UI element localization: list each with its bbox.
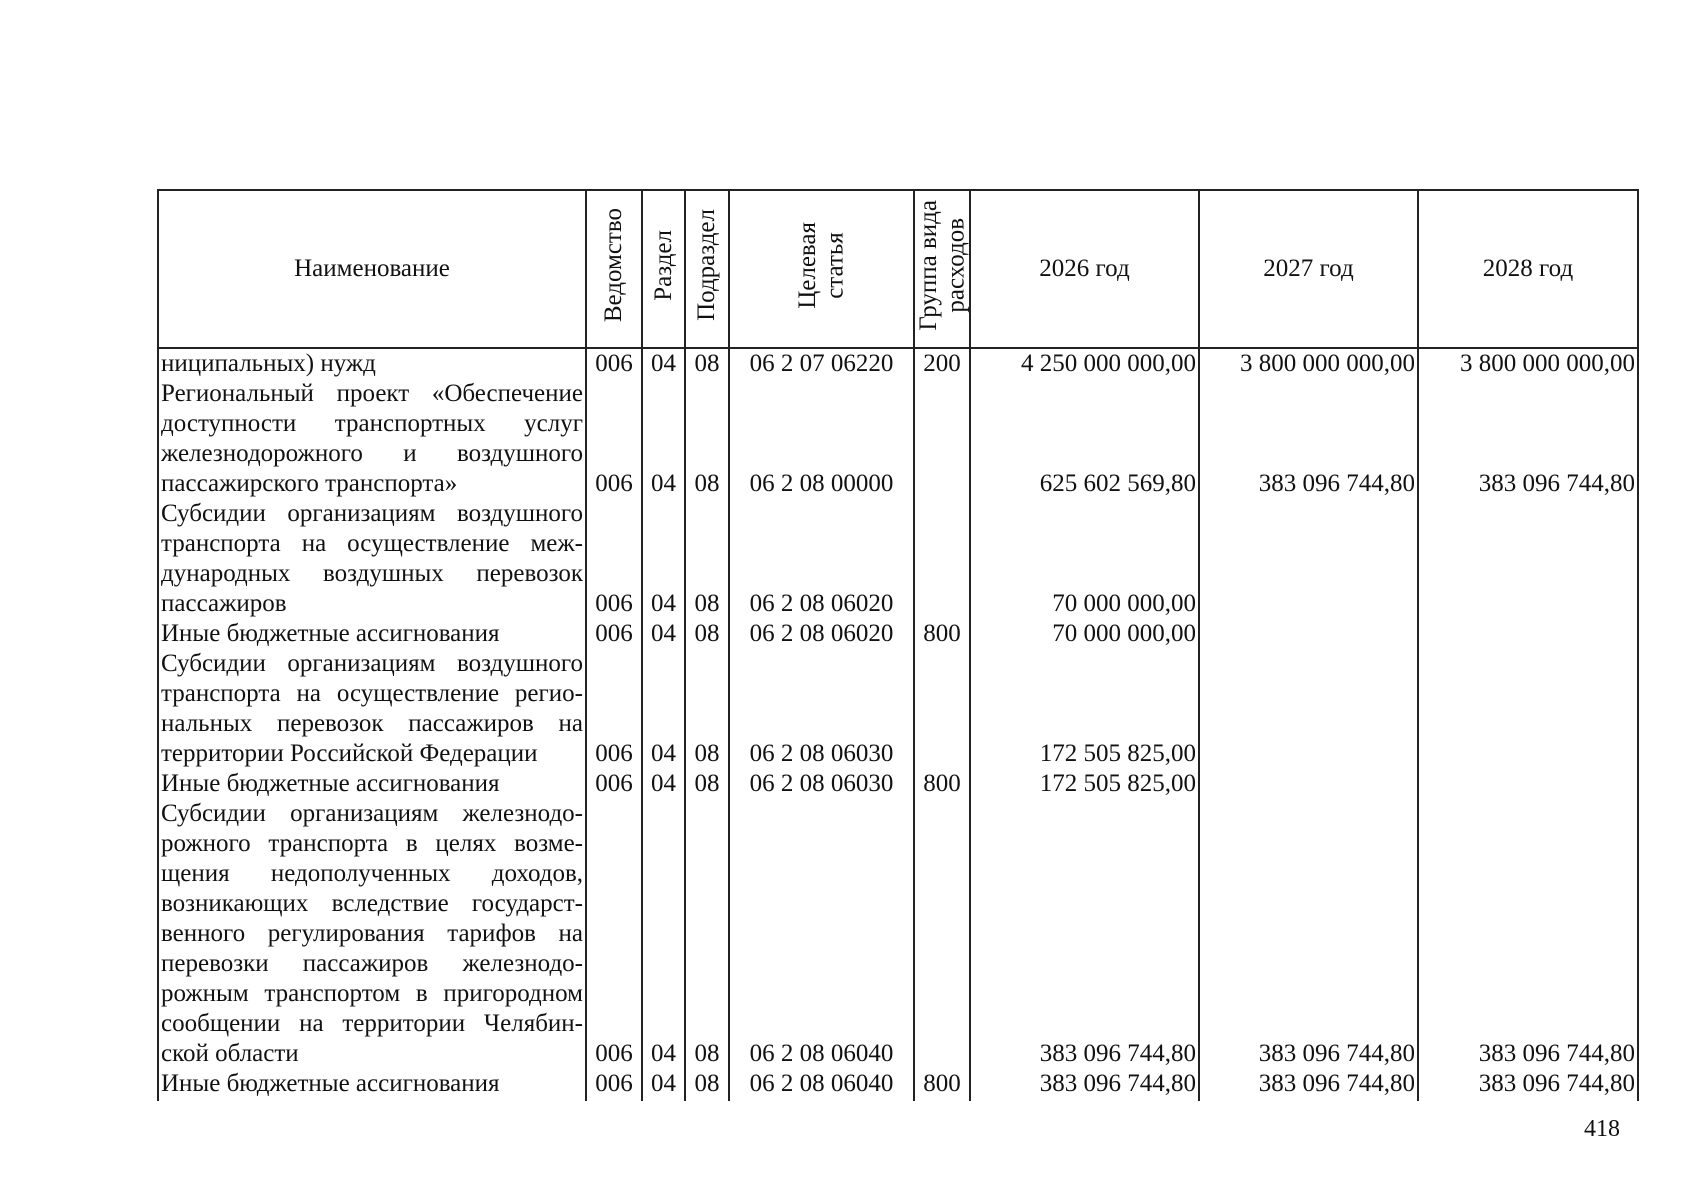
cell-target-article: 06 2 08 06020 — [729, 619, 914, 649]
cell-target-article: 06 2 08 00000 — [729, 379, 914, 499]
cell-expense-group: 800 — [914, 769, 970, 799]
name-line: ской области — [161, 1040, 299, 1067]
cell-section: 04 — [642, 1069, 685, 1101]
cell-name — [158, 799, 586, 1069]
cell-amount-2028: 383 096 744,80 — [1418, 799, 1638, 1069]
cell-amount-2027: 383 096 744,80 — [1199, 799, 1418, 1069]
name-line: доступности транспортных услуг — [161, 410, 583, 437]
name-line: Субсидии организациям железнодо- — [161, 800, 583, 827]
cell-section: 04 — [642, 799, 685, 1069]
table-row — [158, 348, 1638, 379]
cell-target-article: 06 2 08 06030 — [729, 769, 914, 799]
cell-department: 006 — [586, 649, 642, 769]
table-row — [158, 649, 1638, 769]
cell-expense-group — [914, 499, 970, 619]
header-year-2026: 2026 год — [970, 190, 1199, 348]
name-line: щения недополученных доходов, — [161, 860, 583, 887]
cell-amount-2027 — [1199, 619, 1418, 649]
cell-section: 04 — [642, 379, 685, 499]
name-line: Иные бюджетные ассигнования — [161, 770, 500, 797]
cell-subsection: 08 — [685, 619, 729, 649]
name-line: возникающих вследствие государст- — [161, 890, 583, 917]
name-line: дународных воздушных перевозок — [161, 560, 583, 587]
cell-amount-2026: 625 602 569,80 — [970, 379, 1199, 499]
name-line: Иные бюджетные ассигнования — [161, 1070, 500, 1097]
cell-department: 006 — [586, 769, 642, 799]
name-line: железнодорожного и воздушного — [161, 440, 583, 467]
cell-amount-2027: 383 096 744,80 — [1199, 1069, 1418, 1101]
cell-amount-2027 — [1199, 649, 1418, 769]
cell-amount-2027: 383 096 744,80 — [1199, 379, 1418, 499]
header-department: Ведомство — [586, 190, 642, 348]
cell-subsection: 08 — [685, 1069, 729, 1101]
name-line: сообщении на территории Челябин- — [161, 1010, 583, 1037]
cell-name — [158, 619, 586, 649]
cell-section: 04 — [642, 348, 685, 379]
header-name: Наименование — [158, 190, 586, 348]
cell-target-article: 06 2 08 06020 — [729, 499, 914, 619]
name-line: Субсидии организациям воздушного — [161, 650, 583, 677]
cell-target-article: 06 2 08 06040 — [729, 1069, 914, 1101]
cell-amount-2028 — [1418, 619, 1638, 649]
name-line: рожным транспортом в пригородном — [161, 980, 583, 1007]
header-year-2028: 2028 год — [1418, 190, 1638, 348]
cell-expense-group: 200 — [914, 348, 970, 379]
header-section: Раздел — [642, 190, 685, 348]
cell-section: 04 — [642, 499, 685, 619]
cell-subsection: 08 — [685, 769, 729, 799]
cell-department: 006 — [586, 348, 642, 379]
name-line: Субсидии организациям воздушного — [161, 500, 583, 527]
cell-amount-2028: 383 096 744,80 — [1418, 1069, 1638, 1101]
cell-expense-group — [914, 649, 970, 769]
cell-amount-2026: 70 000 000,00 — [970, 499, 1199, 619]
cell-section: 04 — [642, 619, 685, 649]
name-line: территории Российской Федерации — [161, 740, 538, 767]
cell-amount-2027 — [1199, 499, 1418, 619]
name-line: венного регулирования тарифов на — [161, 920, 583, 947]
cell-amount-2028 — [1418, 649, 1638, 769]
cell-name — [158, 499, 586, 619]
cell-name — [158, 379, 586, 499]
cell-target-article: 06 2 08 06030 — [729, 649, 914, 769]
header-year-2027: 2027 год — [1199, 190, 1418, 348]
table-row — [158, 1069, 1638, 1101]
cell-expense-group — [914, 799, 970, 1069]
cell-department: 006 — [586, 799, 642, 1069]
cell-expense-group: 800 — [914, 1069, 970, 1101]
cell-name — [158, 649, 586, 769]
cell-section: 04 — [642, 769, 685, 799]
cell-amount-2028 — [1418, 769, 1638, 799]
cell-subsection: 08 — [685, 649, 729, 769]
table-row — [158, 379, 1638, 499]
table-row — [158, 619, 1638, 649]
cell-amount-2027: 3 800 000 000,00 — [1199, 348, 1418, 379]
cell-amount-2026: 383 096 744,80 — [970, 1069, 1199, 1101]
table-row — [158, 769, 1638, 799]
cell-amount-2028 — [1418, 499, 1638, 619]
cell-department: 006 — [586, 499, 642, 619]
name-line: нальных перевозок пассажиров на — [161, 710, 583, 737]
cell-name — [158, 1069, 586, 1101]
cell-department: 006 — [586, 379, 642, 499]
name-line: пассажирского транспорта» — [161, 470, 458, 497]
table-row — [158, 499, 1638, 619]
cell-amount-2026: 383 096 744,80 — [970, 799, 1199, 1069]
cell-amount-2026: 70 000 000,00 — [970, 619, 1199, 649]
name-line: пассажиров — [161, 590, 287, 617]
cell-amount-2028: 3 800 000 000,00 — [1418, 348, 1638, 379]
cell-department: 006 — [586, 619, 642, 649]
name-line: транспорта на осуществление меж- — [161, 530, 583, 557]
cell-amount-2027 — [1199, 769, 1418, 799]
cell-expense-group — [914, 379, 970, 499]
name-line: транспорта на осуществление регио- — [161, 680, 583, 707]
cell-amount-2026: 172 505 825,00 — [970, 769, 1199, 799]
cell-section: 04 — [642, 649, 685, 769]
name-line: Региональный проект «Обеспечение — [161, 380, 583, 407]
header-target-article: Целевая статья — [729, 190, 914, 348]
name-line: ниципальных) нужд — [161, 350, 376, 377]
cell-target-article: 06 2 08 06040 — [729, 799, 914, 1069]
table-body — [158, 348, 1638, 1101]
cell-subsection: 08 — [685, 379, 729, 499]
cell-name — [158, 769, 586, 799]
name-line: перевозки пассажиров железнодо- — [161, 950, 583, 977]
name-line: Иные бюджетные ассигнования — [161, 620, 500, 647]
cell-subsection: 08 — [685, 348, 729, 379]
cell-subsection: 08 — [685, 799, 729, 1069]
budget-table — [157, 189, 1639, 1101]
cell-expense-group: 800 — [914, 619, 970, 649]
cell-department: 006 — [586, 1069, 642, 1101]
cell-subsection: 08 — [685, 499, 729, 619]
cell-amount-2026: 172 505 825,00 — [970, 649, 1199, 769]
header-row — [158, 190, 1638, 348]
cell-amount-2026: 4 250 000 000,00 — [970, 348, 1199, 379]
cell-name — [158, 348, 586, 379]
table-row — [158, 799, 1638, 1069]
page-number: 418 — [1584, 1116, 1620, 1142]
name-line: рожного транспорта в целях возме- — [161, 830, 583, 857]
header-subsection: Подраздел — [685, 190, 729, 348]
header-expense-group: Группа вида расходов — [914, 190, 970, 348]
cell-amount-2028: 383 096 744,80 — [1418, 379, 1638, 499]
cell-target-article: 06 2 07 06220 — [729, 348, 914, 379]
